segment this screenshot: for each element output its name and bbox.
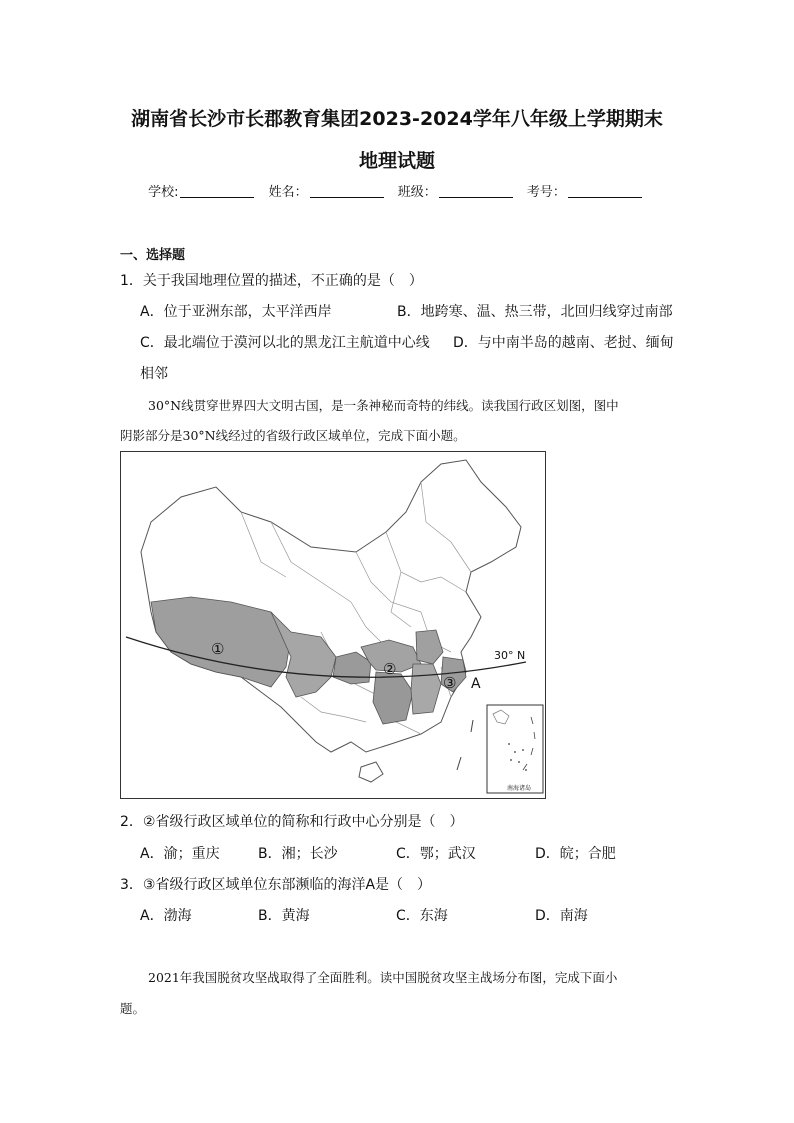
question-2-option-c[interactable]: C．鄂；武汉 — [396, 846, 476, 862]
exam-title: 湖南省长沙市长郡教育集团2023-2024学年八年级上学期期末 — [131, 108, 663, 130]
number-blank[interactable] — [568, 197, 642, 198]
map-label-sea-a: A — [471, 676, 481, 692]
question-3-option-d[interactable]: D．南海 — [535, 908, 588, 924]
class-blank[interactable] — [439, 197, 513, 198]
question-1-option-d-continued: 相邻 — [140, 366, 168, 382]
material-1-line-2: 阴影部分是30°N线经过的省级行政区域单位，完成下面小题。 — [120, 428, 466, 443]
section-heading: 一、选择题 — [120, 248, 186, 263]
map-drawing — [121, 452, 545, 798]
name-blank[interactable] — [310, 197, 384, 198]
school-label: 学校: — [148, 185, 179, 200]
map-latitude-label: 30° N — [494, 649, 526, 662]
map-label-2: ② — [383, 660, 397, 678]
question-1-option-d[interactable]: D．与中南半岛的越南、老挝、缅甸 — [453, 335, 674, 351]
material-1-line-1: 30°N线贯穿世界四大文明古国，是一条神秘而奇特的纬线。读我国行政区划图，图中 — [148, 398, 619, 413]
student-info-line — [0, 181, 794, 200]
hainan-island — [359, 762, 383, 782]
school-blank[interactable] — [180, 197, 254, 198]
question-3-stem: 3．③省级行政区域单位东部濒临的海洋A是（ ） — [120, 877, 432, 893]
question-2-option-d[interactable]: D．皖；合肥 — [535, 846, 616, 862]
map-label-1: ① — [211, 640, 225, 658]
question-2-stem: 2．②省级行政区域单位的简称和行政中心分别是（ ） — [120, 814, 464, 830]
number-label: 考号： — [526, 185, 566, 200]
question-1-option-c[interactable]: C．最北端位于漠河以北的黑龙江主航道中心线 — [140, 335, 430, 351]
question-1-option-b[interactable]: B．地跨寒、温、热三带，北回归线穿过南部 — [397, 304, 673, 320]
china-province-map — [120, 451, 546, 799]
question-2-option-b[interactable]: B．湘；长沙 — [258, 846, 338, 862]
question-1-stem: 1．关于我国地理位置的描述，不正确的是（ ） — [120, 273, 423, 289]
map-label-3: ③ — [443, 674, 457, 692]
name-label: 姓名： — [268, 185, 308, 200]
question-3-option-a[interactable]: A．渤海 — [140, 908, 192, 924]
question-2-option-a[interactable]: A．渝；重庆 — [140, 846, 220, 862]
exam-subtitle: 地理试题 — [358, 150, 435, 172]
question-3-option-b[interactable]: B．黄海 — [258, 908, 310, 924]
inset-label: 南海诸岛 — [507, 785, 532, 792]
question-1-option-a[interactable]: A．位于亚洲东部，太平洋西岸 — [140, 304, 332, 320]
class-label: 班级： — [397, 185, 437, 200]
question-3-option-c[interactable]: C．东海 — [396, 908, 448, 924]
material-2-line-2: 题。 — [120, 1001, 146, 1016]
material-2-line-1: 2021年我国脱贫攻坚战取得了全面胜利。读中国脱贫攻坚主战场分布图，完成下面小 — [148, 970, 618, 985]
